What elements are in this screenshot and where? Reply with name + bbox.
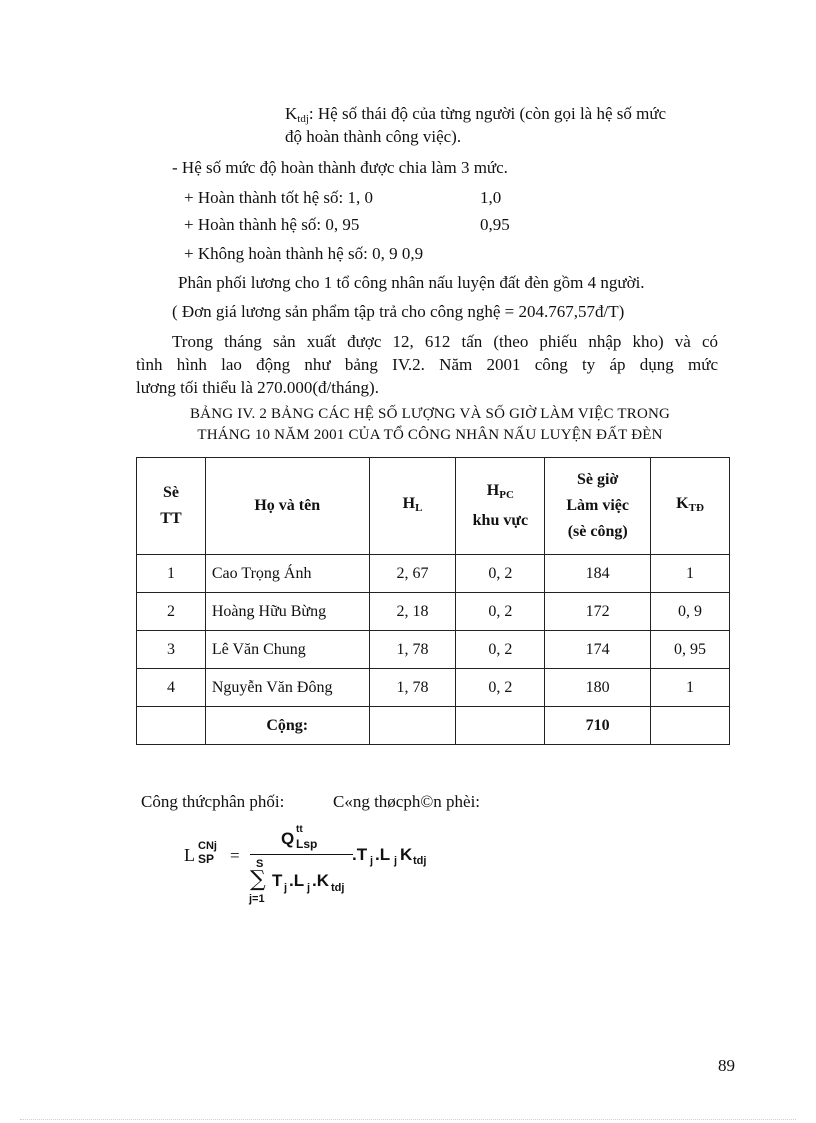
header-stt: Sè TT <box>137 458 206 555</box>
formula-equals: = <box>230 846 240 865</box>
production-line-3: lương tối thiểu là 270.000(đ/tháng). <box>136 378 379 397</box>
production-line-1: Trong tháng sản xuất được 12, 612 tấn (theo phiếu nhập kho) và có <box>172 332 718 351</box>
cell-hl: 1, 78 <box>369 669 456 707</box>
table-row <box>137 593 730 631</box>
formula-den-j1: j <box>284 882 288 894</box>
page-number: 89 <box>718 1056 735 1075</box>
ktdj-definition-line2: độ hoàn thành công việc). <box>285 127 462 146</box>
formula-rhs-l: .L <box>375 845 391 864</box>
cell-name: Cao Trọng Ánh <box>205 555 369 593</box>
total-label: Cộng: <box>205 707 369 745</box>
formula-rhs-j2: j <box>394 855 398 867</box>
formula-den-l: .L <box>289 871 305 890</box>
cell-hours: 174 <box>545 631 651 669</box>
formula-numerator-sup: tt <box>296 824 303 835</box>
cell-stt: 2 <box>137 593 206 631</box>
cell-hours: 180 <box>545 669 651 707</box>
header-hours: Sè giờ Làm việc (sè công) <box>545 458 651 555</box>
level-item-good-value: 1,0 <box>480 188 502 207</box>
cell-hpc: 0, 2 <box>456 593 545 631</box>
table-row <box>137 555 730 593</box>
header-hpc: HPC khu vực <box>456 458 545 555</box>
cell-name: Nguyễn Văn Đông <box>205 669 369 707</box>
cell-hours: 172 <box>545 593 651 631</box>
formula-rhs-t: .T <box>352 845 368 864</box>
table-caption-line2: THÁNG 10 NĂM 2001 CỦA TỔ CÔNG NHÂN NẤU LUYỆN ĐẤT ĐÈN <box>197 427 663 443</box>
cell-hours: 184 <box>545 555 651 593</box>
formula-numerator: Q <box>281 829 295 848</box>
cell-hl: 2, 18 <box>369 593 456 631</box>
cell-hl: 1, 78 <box>369 631 456 669</box>
table-caption-line1: BẢNG IV. 2 BẢNG CÁC HỆ SỐ LƯỢNG VÀ SỐ GIỜ LÀM VIỆC TRONG <box>189 406 671 422</box>
page-bottom-divider <box>20 1119 796 1120</box>
cell-name: Lê Văn Chung <box>205 631 369 669</box>
formula-rhs-j1: j <box>370 855 374 867</box>
formula-sum-top: S <box>256 858 264 870</box>
ktdj-definition-text: : Hệ số thái độ của từng người (còn gọi là hệ số mức <box>308 104 667 123</box>
cell-stt: 1 <box>137 555 206 593</box>
table-total-row <box>137 707 730 745</box>
distribution-paragraph: Phân phối lương cho 1 tổ công nhân nấu luyện đất đèn gồm 4 người. <box>178 273 645 292</box>
ktdj-symbol-sub: tdj <box>297 113 309 125</box>
levels-intro: - Hệ số mức độ hoàn thành được chia làm 3 mức. <box>172 158 508 177</box>
cell-hpc: 0, 2 <box>456 555 545 593</box>
table-row <box>137 631 730 669</box>
formula-den-j2: j <box>307 882 311 894</box>
cell-name: Hoàng Hữu Bừng <box>205 593 369 631</box>
formula-sum-sign: ∑ <box>250 867 266 892</box>
ktdj-symbol: K <box>285 104 298 123</box>
header-ktd: KTĐ <box>651 458 730 555</box>
formula-label: Công thứcphân phối: <box>141 792 285 811</box>
level-item-done-value: 0,95 <box>480 215 510 234</box>
cell-ktd: 1 <box>651 555 730 593</box>
formula-sum-bottom: j=1 <box>249 893 265 905</box>
formula-lhs-sub: SP <box>198 852 215 866</box>
header-name: Họ và tên <box>205 458 369 555</box>
cell-ktd: 0, 95 <box>651 631 730 669</box>
total-hours: 710 <box>545 707 651 745</box>
cell-hpc: 0, 2 <box>456 631 545 669</box>
level-item-good: + Hoàn thành tốt hệ số: 1, 0 <box>184 188 374 207</box>
formula-den-k: .K <box>312 871 329 890</box>
labor-coefficient-table <box>136 457 730 745</box>
formula-numerator-sub: Lsp <box>296 837 318 851</box>
formula-lhs: L <box>184 845 195 865</box>
cell-hl: 2, 67 <box>369 555 456 593</box>
cell-ktd: 0, 9 <box>651 593 730 631</box>
unit-price-paragraph: ( Đơn giá lương sản phẩm tập trả cho công nghệ = 204.767,57đ/T) <box>172 302 625 321</box>
level-item-not-done: + Không hoàn thành hệ số: 0, 9 0,9 <box>184 244 424 263</box>
formula-den-t: T <box>272 871 283 890</box>
table-header-row <box>137 458 730 555</box>
production-line-2: tình hình lao động như bảng IV.2. Năm 2001 công ty áp dụng mức <box>136 355 718 374</box>
cell-stt: 4 <box>137 669 206 707</box>
table-row <box>137 669 730 707</box>
formula-rhs-sub: tdj <box>413 855 427 867</box>
formula-den-sub: tdj <box>331 882 345 894</box>
cell-ktd: 1 <box>651 669 730 707</box>
cell-stt: 3 <box>137 631 206 669</box>
cell-hpc: 0, 2 <box>456 669 545 707</box>
fraction-bar <box>250 854 353 855</box>
formula-label-garbled: C«ng thøcph©n phèi: <box>333 792 481 811</box>
formula-lhs-sup: CNj <box>198 840 217 852</box>
level-item-done: + Hoàn thành hệ số: 0, 95 <box>184 215 360 234</box>
formula-rhs-k: K <box>400 845 413 864</box>
header-hl: HL <box>369 458 456 555</box>
